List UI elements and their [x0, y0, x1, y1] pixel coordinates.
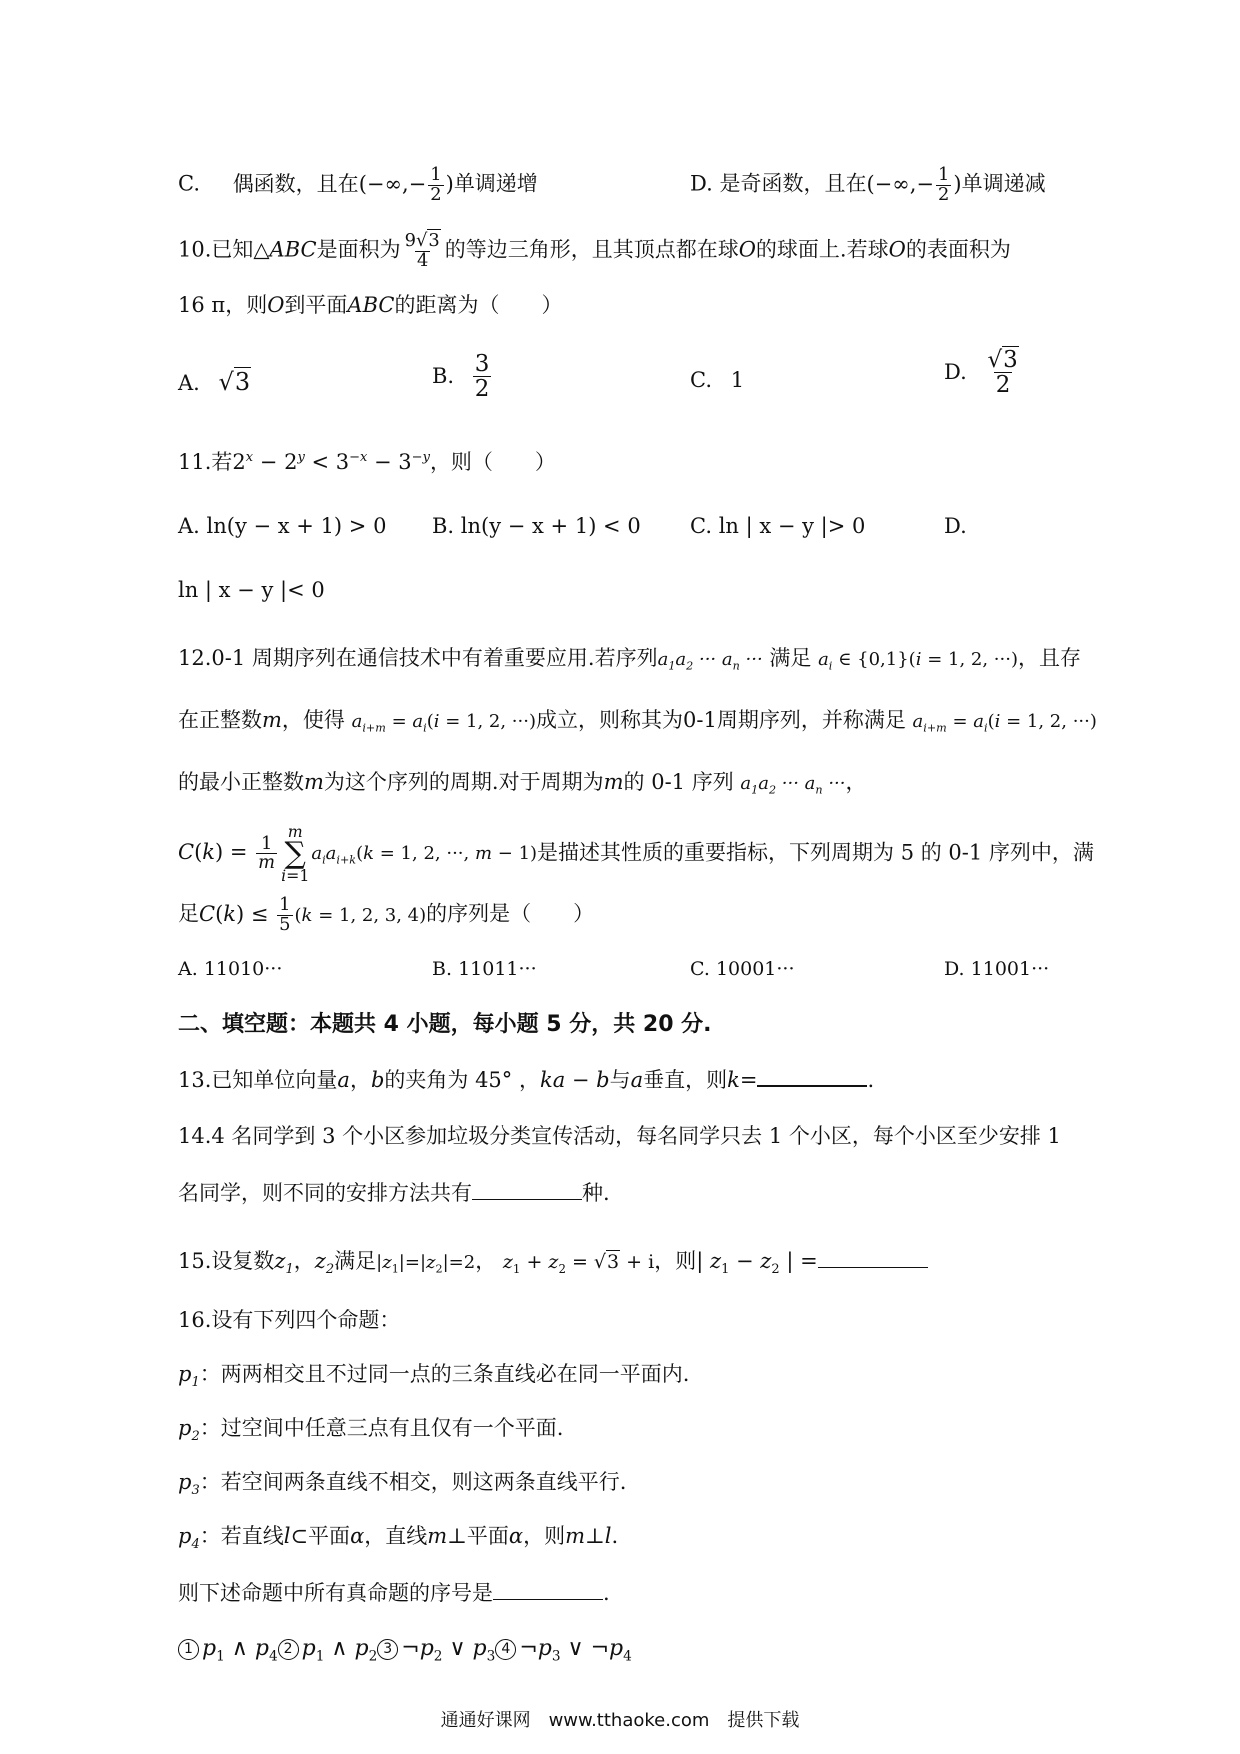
prop-p3-label: $p_3$: [178, 1470, 200, 1499]
frac-num: [403, 232, 443, 251]
q15-target: | $z_1 - z_2$ | =: [696, 1249, 818, 1278]
choice-1: $p_1$ ∧ $p_4$: [202, 1636, 278, 1665]
q16-prop-text: ，则: [523, 1524, 566, 1548]
interval-close: ): [445, 171, 454, 196]
frac-den: 2: [430, 183, 442, 205]
q14-text: 种.: [582, 1181, 610, 1205]
q11-option-a: [178, 514, 386, 539]
q16-prop-text: 过空间中任意三点有且仅有一个平面.: [220, 1416, 564, 1440]
frac-num: 1: [260, 832, 273, 854]
frac-num: 1: [430, 164, 442, 185]
option-label: C.: [690, 958, 710, 980]
q12-text: 满足: [769, 646, 812, 670]
q15-text: 15.设复数: [178, 1249, 275, 1273]
q12-text: 的 0-1 序列: [623, 770, 734, 794]
area-fraction: [403, 232, 443, 270]
line-m: m: [427, 1524, 448, 1548]
q9-d-text: 是奇函数，且在: [719, 171, 867, 196]
q10-line2: [178, 293, 562, 318]
sqrt-symbol: √: [415, 230, 428, 251]
option-label: B.: [432, 364, 455, 389]
q12-line3: 的最小正整数m为这个序列的周期.对于周期为m的 0-1 序列 $a_1a_2$ ··· $a_n$ ···，: [178, 770, 867, 797]
q10-option-d: [944, 348, 1023, 397]
q9-d-interval: [866, 164, 962, 205]
q10-text: 10.已知△: [178, 237, 270, 262]
q9-c-text: 偶函数，且在: [232, 171, 359, 196]
q12-line2: [178, 708, 1097, 735]
section-heading: 二、填空题：本题共 4 小题，每小题 5 分，共 20 分.: [178, 1012, 712, 1037]
z2: $z_2$: [314, 1249, 335, 1278]
option-label: C.: [178, 171, 200, 196]
option-value: 11001···: [970, 958, 1050, 980]
q10-text: 16 π，则: [178, 293, 268, 317]
q9-c-interval: [358, 164, 454, 205]
q13-stem: 13.已知单位向量a，b的夹角为 45° ，ka − b与a垂直，则k= .: [178, 1064, 874, 1093]
option-value: 1: [730, 368, 745, 392]
circled-number: 1: [178, 1639, 199, 1660]
var-k: k: [727, 1068, 740, 1092]
q10-text: 到平面: [284, 293, 348, 317]
fraction: [936, 166, 951, 204]
var-m: m: [304, 770, 324, 794]
var-m: m: [262, 708, 282, 732]
answer-blank[interactable]: [757, 1064, 867, 1087]
q9-option-d: [690, 166, 1046, 204]
fraction: [473, 352, 492, 401]
option-value: ln | x − y |> 0: [718, 514, 866, 538]
q11-inequality: $2^x - 2^y < 3^{-x} - 3^{-y}$: [232, 450, 430, 474]
q10-o: O: [738, 237, 756, 262]
fraction: [985, 348, 1020, 397]
q10-abc: ABC: [347, 293, 395, 317]
radicand: 3: [428, 230, 440, 251]
option-value: 11010···: [203, 958, 283, 980]
q15-sum-condition: $z_1 + z_2 = √3 + i$: [502, 1251, 655, 1276]
q13-text: .: [867, 1068, 875, 1092]
z1: $z_1$: [274, 1249, 294, 1278]
q11-option-b: [432, 514, 641, 539]
q12-text: ，使得: [281, 708, 345, 732]
q13-text: 的夹角为 45° ，: [384, 1068, 540, 1092]
q12-line4: [178, 824, 1094, 884]
prop-p2-label: $p_2$: [178, 1416, 200, 1445]
q13-text: 13.已知单位向量: [178, 1068, 338, 1092]
vector-a: a: [337, 1068, 350, 1092]
q9-option-c: [178, 166, 538, 204]
option-label: A.: [178, 958, 198, 980]
option-value: ln(y − x + 1) > 0: [206, 514, 387, 538]
q10-option-a: [178, 368, 251, 397]
option-label: D.: [944, 514, 967, 538]
line-m: m: [565, 1524, 586, 1548]
q12-text: 在正整数: [178, 708, 262, 732]
q12-text: 的序列是（ ）: [426, 901, 595, 926]
q15-modulus-condition: $|z_1|=|z_2|=2$: [376, 1252, 476, 1276]
frac-den: 5: [279, 913, 291, 935]
interval-open: (−∞,−: [866, 171, 935, 196]
plane-alpha: α: [508, 1524, 524, 1548]
prop-p4-label: $p_4$: [178, 1524, 200, 1553]
circled-number: 4: [495, 1639, 516, 1660]
q16-prop-text: ⊥平面: [447, 1524, 509, 1548]
q12-periodic-condition: $a_{i+m} = a_i(i = 1$, 2, ···): [912, 711, 1097, 735]
q14-line2: [178, 1178, 610, 1206]
q12-option-d: [944, 958, 1049, 981]
q13-text: 与: [609, 1068, 631, 1092]
q12-text: 是描述其性质的重要指标，下列周期为 5 的 0-1 序列中，满: [537, 840, 1094, 865]
q16-prop-text: 若直线: [220, 1524, 284, 1548]
frac-num: 3: [474, 351, 490, 377]
prop-p1-label: $p_1$: [178, 1362, 200, 1391]
frac-den: 2: [474, 376, 490, 403]
q16-prop-text: ，直线: [364, 1524, 428, 1548]
q16-p4: $p_4$：若直线l⊂平面α，直线m⊥平面α，则m⊥l.: [178, 1524, 619, 1553]
frac-den: 2: [938, 183, 950, 205]
plane-alpha: α: [350, 1524, 365, 1548]
radicand: 3: [1003, 347, 1018, 373]
q10-option-b: [432, 352, 493, 401]
q15-text: ，: [293, 1249, 315, 1273]
q12-text: 12.0-1 周期序列在通信技术中有着重要应用.若序列: [178, 646, 658, 670]
vector-b: b: [370, 1068, 385, 1092]
q16-prop-text: 两两相交且不过同一点的三条直线必在同一平面内.: [220, 1362, 690, 1386]
q16-p3: $p_3$：若空间两条直线不相交，则这两条直线平行.: [178, 1470, 627, 1499]
choice-2: $p_1$ ∧ $p_2$: [301, 1636, 378, 1665]
q9-c-text2: 单调递增: [453, 171, 538, 196]
option-label: D.: [690, 171, 713, 196]
interval-open: (−∞,−: [358, 171, 427, 196]
vector-expr: ka − b: [539, 1068, 610, 1092]
q12-option-c: [690, 958, 795, 981]
q12-text: 为这个序列的周期.对于周期为: [323, 770, 604, 794]
q15-text: ，则: [654, 1249, 697, 1273]
fraction: [428, 166, 443, 204]
q16-ask-text: .: [603, 1581, 610, 1605]
fraction: [277, 896, 292, 934]
q12-line1: [178, 646, 1081, 673]
option-label: A.: [178, 514, 200, 538]
choice-4: $\neg p_3$ ∨ $\neg p_4$: [519, 1636, 632, 1665]
q11-stem: [178, 450, 556, 475]
interval-close: ): [953, 171, 962, 196]
option-label: D.: [944, 958, 965, 980]
frac-num: [985, 348, 1020, 372]
circled-number: 2: [278, 1639, 299, 1660]
q15-stem: [178, 1246, 928, 1278]
q11-option-c: [690, 514, 865, 539]
answer-blank[interactable]: [493, 1578, 603, 1600]
option-label: C.: [690, 514, 712, 538]
page-footer: 通通好课网 www.tthaoke.com 提供下载: [440, 1710, 800, 1731]
q12-ck-formula: C(k) = $\frac{1}{m}$ m ∑ i=1 $a_ia_{i+k}(k = 1$, 2, ···, m − 1): [178, 822, 538, 886]
option-label: A.: [178, 371, 200, 395]
answer-blank[interactable]: [472, 1178, 582, 1200]
fraction: [256, 832, 277, 874]
q10-abc: ABC: [269, 237, 317, 262]
q16-p1: $p_1$：两两相交且不过同一点的三条直线必在同一平面内.: [178, 1362, 690, 1391]
var-m: m: [603, 770, 624, 794]
q16-ask: [178, 1578, 610, 1606]
q10-text: 的球面上.若球: [755, 237, 889, 262]
q12-periodic-condition: $a_{i+m} = a_i(i = 1$, 2, ···): [351, 711, 536, 735]
line-l: l: [283, 1524, 291, 1548]
coef: 9: [404, 230, 416, 251]
option-value: 11011···: [458, 958, 537, 980]
q12-text: 成立，则称其为0-1周期序列，并称满足: [536, 708, 906, 732]
q10-text: 的距离为（ ）: [394, 293, 563, 317]
q14-text: 名同学，则不同的安排方法共有: [178, 1181, 472, 1205]
q13-text: 垂直，则: [643, 1068, 728, 1092]
sqrt-symbol: √: [218, 368, 234, 396]
q16-intro: 16.设有下列四个命题：: [178, 1308, 401, 1332]
option-label: D.: [944, 360, 967, 385]
q11-prefix: 11.若: [178, 450, 233, 474]
radicand: 3: [234, 368, 251, 396]
q12-text: 的最小正整数: [178, 770, 304, 794]
option-label: C.: [690, 368, 712, 392]
q16-ask-text: 则下述命题中所有真命题的序号是: [178, 1581, 493, 1605]
q10-text: 的等边三角形，且其顶点都在球: [444, 237, 739, 262]
q16-prop-text: ⊂平面: [290, 1524, 351, 1548]
option-value: ln(y − x + 1) < 0: [460, 514, 641, 538]
q10-line1: [178, 232, 1011, 270]
q9-d-text2: 单调递减: [961, 171, 1046, 196]
q16-prop-text: 若空间两条直线不相交，则这两条直线平行.: [220, 1470, 627, 1494]
q12-option-a: [178, 958, 282, 981]
q12-condition: $a_i$ ∈ {0,1}(i = 1, 2, ···): [818, 649, 1018, 673]
q12-sequence: $a_1a_2$ ··· $a_n$ ···: [657, 649, 763, 673]
q13-text: ，: [349, 1068, 371, 1092]
sum-symbol: m ∑ i=1: [281, 822, 310, 886]
option-value: ln | x − y |< 0: [178, 578, 325, 602]
q10-o: O: [888, 237, 906, 262]
q15-text: ，: [475, 1249, 497, 1273]
circled-number: 3: [377, 1639, 398, 1660]
choice-3: $\neg p_2$ ∨ $p_3$: [401, 1636, 496, 1665]
line-l: l: [604, 1524, 612, 1548]
q11-suffix: ，则（ ）: [429, 450, 556, 474]
answer-blank[interactable]: [818, 1246, 928, 1268]
q12-sequence: $a_1a_2$ ··· $a_n$ ···: [740, 773, 846, 797]
option-label: B.: [432, 958, 453, 980]
q12-text: ，且存: [1017, 646, 1081, 670]
q16-p2: $p_2$：过空间中任意三点有且仅有一个平面.: [178, 1416, 564, 1445]
q16-choices: [178, 1636, 632, 1665]
frac-den: m: [258, 852, 276, 874]
frac-den: 4: [416, 249, 429, 271]
frac-den: 2: [995, 372, 1011, 399]
q12-line5: [178, 896, 594, 934]
option-label: B.: [432, 514, 455, 538]
q15-text: 满足: [334, 1249, 377, 1273]
option-value: 10001···: [715, 958, 795, 980]
q10-text: 是面积为: [316, 237, 401, 262]
q12-ck-bound: C(k) ≤ $\frac{1}{5}$ (k = 1, 2, 3, 4): [199, 894, 427, 935]
q11-option-d: [944, 514, 967, 539]
q12-option-b: [432, 958, 537, 981]
q14-line1: 14.4 名同学到 3 个小区参加垃圾分类宣传活动，每名同学只去 1 个小区，每个小区至少安排 1: [178, 1124, 1061, 1148]
q10-text: 的表面积为: [905, 237, 1011, 262]
q11-option-d-expr: [178, 578, 325, 603]
q10-option-c: [690, 368, 744, 393]
q10-o: O: [267, 293, 285, 317]
sqrt-symbol: √: [987, 347, 1003, 373]
frac-num: 1: [279, 894, 291, 915]
frac-num: 1: [938, 164, 950, 185]
q12-text: 足: [178, 901, 199, 926]
vector-a: a: [630, 1068, 644, 1092]
